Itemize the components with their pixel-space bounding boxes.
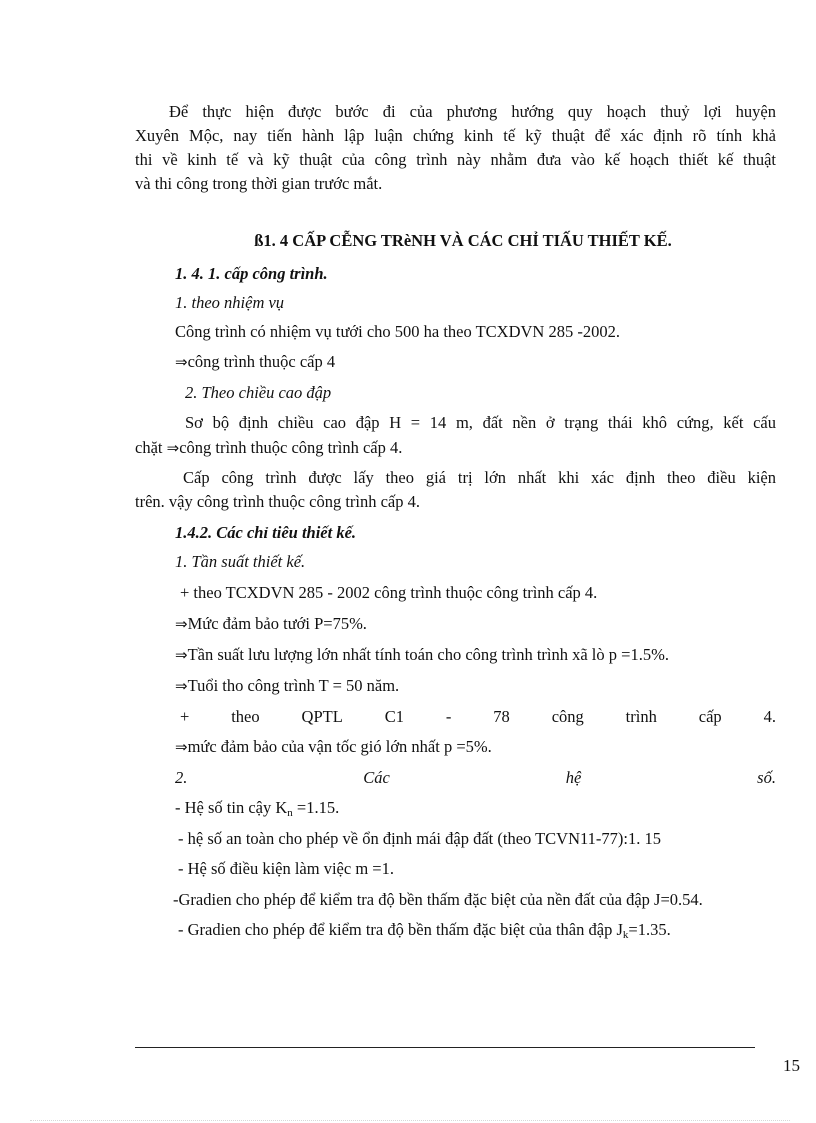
intro-line-1: Để thực hiện được bước đi của phương hướng quy hoạch thuỷ lợi huyện <box>169 102 776 121</box>
coefficient-line: - Hệ số tin cậy $K_n =1.15$. <box>175 798 340 819</box>
intro-line-3: thi về kinh tế và kỹ thuật của công trình này nhằm đưa vào kế hoạch thiết kế thuật <box>135 150 776 169</box>
implies-arrow-icon: ⇒ <box>166 439 180 457</box>
text-line: + theo TCXDVN 285 - 2002 công trình thuộc công trình cấp 4. <box>180 583 598 602</box>
spread-line: + theo QPTL C1 - 78 công trình cấp 4. <box>180 707 776 726</box>
text-line: chặt ⇒công trình thuộc công trình cấp 4. <box>135 438 403 457</box>
subheading-theo-nhiem-vu: 1. theo nhiệm vụ <box>175 293 285 312</box>
page-number: 15 <box>783 1056 800 1075</box>
text-line: Công trình có nhiệm vụ tưới cho 500 ha theo TCXDVN 285 -2002. <box>175 322 620 341</box>
page-edge-divider <box>30 1120 790 1121</box>
text-line: ⇒công trình thuộc cấp 4 <box>175 352 336 371</box>
text-line: ⇒mức đảm bảo của vận tốc gió lớn nhất p =5%. <box>175 737 492 756</box>
text-line: ⇒Tuổi tho công trình T = 50 năm. <box>175 676 400 695</box>
text-line: Cấp công trình được lấy theo giá trị lớn nhất khi xác định theo điều kiện <box>183 468 776 487</box>
intro-line-2: Xuyên Mộc, nay tiến hành lập luận chứng kinh tế kỹ thuật để xác định rõ tính khả <box>135 126 776 145</box>
coefficient-line: - Hệ số điều kiện làm việc m =1. <box>178 859 394 878</box>
implies-arrow-icon: ⇒ <box>175 615 188 633</box>
intro-line-4: và thi công trong thời gian trước mắt. <box>135 174 383 193</box>
coefficient-line: -Gradien cho phép để kiểm tra độ bền thấm đặc biệt của nền đất của đập J=0.54. <box>173 890 703 909</box>
footer-rule <box>135 1047 755 1048</box>
text-line: trên. vậy công trình thuộc công trình cấp 4. <box>135 492 421 511</box>
implies-arrow-icon: ⇒ <box>175 353 188 371</box>
heading-1-4-2: 1.4.2. Các chỉ tiêu thiết kế. <box>175 523 357 542</box>
coefficient-line: - hệ số an toàn cho phép về ổn định mái đập đất (theo TCVN11-77):1. 15 <box>178 829 661 848</box>
implies-arrow-icon: ⇒ <box>175 738 188 756</box>
coefficient-line: - Gradien cho phép để kiểm tra độ bền thấm đặc biệt của thân đập $J_k=1.35$. <box>178 920 671 941</box>
subheading-cac-he-so: 2. Các hệ số. <box>175 768 776 787</box>
text-line: ⇒Tần suất lưu lượng lớn nhất tính toán cho công trình trình xã lò p =1.5%. <box>175 645 669 664</box>
text-line: Sơ bộ định chiều cao đập H = 14 m, đất nền ở trạng thái khô cứng, kết cấu <box>185 413 776 432</box>
heading-1-4-1: 1. 4. 1. cấp công trình. <box>175 264 328 283</box>
subheading-chieu-cao-dap: 2. Theo chiều cao đập <box>185 383 332 402</box>
implies-arrow-icon: ⇒ <box>175 677 188 695</box>
text-line: ⇒Mức đảm bảo tưới P=75%. <box>175 614 367 633</box>
implies-arrow-icon: ⇒ <box>175 646 188 664</box>
section-title: ß1. 4 CẤP CỄNG TRèNH VÀ CÁC CHỈ TIẤU THIẾT KẾ. <box>254 231 672 250</box>
subheading-tan-suat: 1. Tần suất thiết kế. <box>175 552 306 571</box>
